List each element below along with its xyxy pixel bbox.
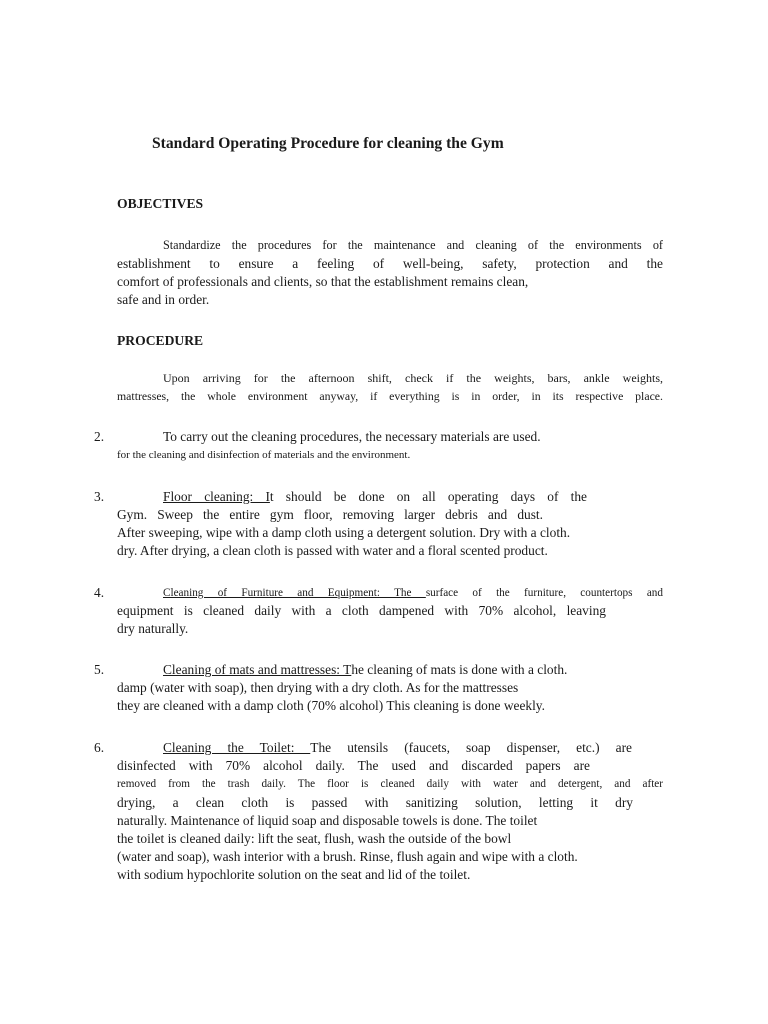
item-5-lead: Cleaning of mats and mattresses: T (163, 662, 352, 677)
item-3-lead: Floor cleaning: I (163, 489, 270, 504)
item-6-lead: Cleaning the Toilet: (163, 740, 311, 755)
item-4-lead: Cleaning of Furniture and Equipment: The (163, 587, 426, 599)
item-6-line-6: the toilet is cleaned daily: lift the seat, flush, wash the outside of the bowl (117, 831, 512, 846)
item-2-line-2: for the cleaning and disinfection of materials and the environment. (117, 449, 411, 461)
document-title: Standard Operating Procedure for cleaning the Gym (152, 135, 504, 152)
item-4-number: 4. (94, 585, 105, 600)
item-4-line-1 (117, 584, 663, 602)
item-3-line-1 (117, 488, 587, 506)
item-3-number: 3. (94, 489, 105, 504)
item-3-line-3: After sweeping, wipe with a damp cloth using a detergent solution. Dry with a cloth. (117, 525, 571, 540)
item-3-line-2: Gym. Sweep the entire gym floor, removing larger debris and dust. (117, 507, 543, 522)
item-2-number: 2. (94, 429, 105, 444)
item-6-line-7: (water and soap), wash interior with a brush. Rinse, flush again and wipe with a cloth. (117, 849, 578, 864)
objectives-line-2: establishment to ensure a feeling of well-being, safety, protection and the (117, 256, 663, 271)
objectives-line-3: comfort of professionals and clients, so that the establishment remains clean, (117, 274, 529, 289)
item-5-line-1 (117, 661, 567, 679)
item-6-line-3: removed from the trash daily. The floor is cleaned daily with water and detergent, and after (117, 778, 663, 790)
item-5-number: 5. (94, 662, 105, 677)
item-6-line-2: disinfected with 70% alcohol daily. The used and discarded papers are (117, 758, 590, 773)
procedure-intro-line-2: mattresses, the whole environment anyway, if everything is in order, in its respective place. (117, 389, 663, 403)
item-3-lead-rest: t should be done on all operating days of the (269, 489, 587, 504)
item-6-line-4: drying, a clean cloth is passed with sanitizing solution, letting it dry (117, 795, 633, 810)
item-6-line-5: naturally. Maintenance of liquid soap and disposable towels is done. The toilet (117, 813, 538, 828)
objectives-line-1: Standardize the procedures for the maintenance and cleaning of the environments of (163, 238, 663, 252)
item-6-number: 6. (94, 740, 105, 755)
item-5-line-2: damp (water with soap), then drying with a dry cloth. As for the mattresses (117, 680, 519, 695)
item-6-line-1 (117, 739, 632, 757)
item-5-line-3: they are cleaned with a damp cloth (70% alcohol) This cleaning is done weekly. (117, 698, 545, 713)
item-6-line-8: with sodium hypochlorite solution on the seat and lid of the toilet. (117, 867, 471, 882)
procedure-heading: PROCEDURE (117, 333, 204, 348)
item-4-line-3: dry naturally. (117, 621, 189, 636)
item-3-line-4: dry. After drying, a clean cloth is passed with water and a floral scented product. (117, 543, 548, 558)
item-5-lead-rest: he cleaning of mats is done with a cloth. (351, 662, 568, 677)
objectives-line-4: safe and in order. (117, 292, 210, 307)
item-4-line-2: equipment is cleaned daily with a cloth dampened with 70% alcohol, leaving (117, 603, 606, 618)
item-4-lead-rest: surface of the furniture, countertops and (425, 587, 663, 599)
procedure-intro-line-1: Upon arriving for the afternoon shift, check if the weights, bars, ankle weights, (163, 371, 663, 385)
item-2-line-1: To carry out the cleaning procedures, the necessary materials are used. (163, 429, 541, 444)
item-6-lead-rest: The utensils (faucets, soap dispenser, etc.) are (310, 740, 632, 755)
objectives-heading: OBJECTIVES (117, 196, 204, 211)
